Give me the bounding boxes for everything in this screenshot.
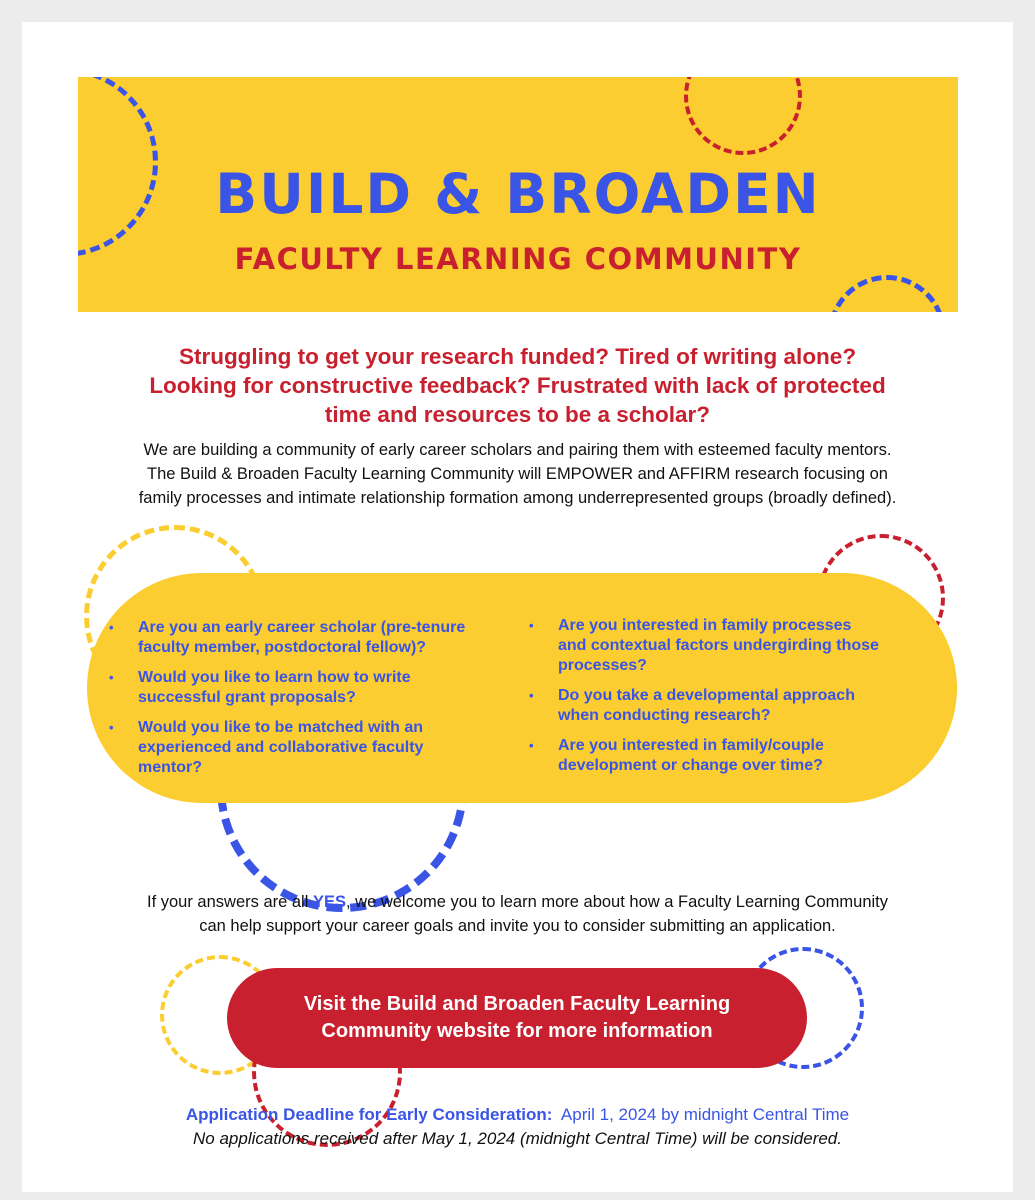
list-item-line: processes? [558, 657, 647, 674]
list-item-line: Are you an early career scholar (pre-tenure [138, 619, 466, 636]
answer-paragraph [42, 890, 993, 938]
headline-line: Looking for constructive feedback? Frustrated with lack of protected [149, 373, 886, 398]
headline-line: time and resources to be a scholar? [324, 402, 711, 427]
list-item [109, 718, 509, 778]
headline-questions [62, 342, 973, 429]
list-item-line: experienced and collaborative faculty [138, 739, 424, 756]
checklist-panel [87, 573, 957, 803]
list-item [109, 668, 509, 708]
deadline-note: No applications received after May 1, 2024 (midnight Central Time) will be considered. [193, 1129, 842, 1148]
intro-paragraph [52, 438, 983, 510]
list-item [529, 616, 929, 676]
bullet-icon: • [109, 720, 114, 735]
flyer-page [22, 22, 1013, 1192]
list-item-line: Would you like to be matched with an [138, 719, 424, 736]
list-item-line: when conducting research? [558, 707, 771, 724]
answer-line: can help support your career goals and invite you to consider submitting an application. [199, 917, 836, 935]
list-item [529, 736, 929, 776]
intro-line: The Build & Broaden Faculty Learning Community will EMPOWER and AFFIRM research focusing on [147, 465, 888, 483]
bullet-icon: • [529, 738, 534, 753]
list-item-line: faculty member, postdoctoral fellow)? [138, 639, 427, 656]
deadline-label: Application Deadline for Early Consideration: [185, 1105, 553, 1124]
deadline-value: April 1, 2024 by midnight Central Time [560, 1105, 850, 1124]
checklist-left-column [109, 618, 509, 788]
list-item [109, 618, 509, 658]
decorative-ring-blue [828, 275, 946, 312]
list-item-line: Would you like to learn how to write [138, 669, 411, 686]
answer-line: If your answers are all YES, we welcome you to learn more about how a Faculty Learning Community [146, 893, 889, 911]
intro-line: We are building a community of early career scholars and pairing them with esteemed faculty mentors. [143, 441, 892, 459]
list-item-line: and contextual factors undergirding those [558, 637, 879, 654]
intro-line: family processes and intimate relationship formation among underrepresented groups (broadly defined). [138, 489, 897, 507]
list-item [529, 686, 929, 726]
cta-label-line: Community website for more information [321, 1020, 713, 1042]
visit-website-button[interactable] [227, 968, 807, 1068]
list-item-line: Do you take a developmental approach [558, 687, 855, 704]
application-deadline [22, 1104, 1013, 1126]
page-subtitle: FACULTY LEARNING COMMUNITY [234, 242, 802, 276]
bullet-icon: • [109, 670, 114, 685]
list-item-line: successful grant proposals? [138, 689, 356, 706]
cta-label-line: Visit the Build and Broaden Faculty Learning [303, 993, 731, 1015]
list-item-line: Are you interested in family processes [558, 617, 852, 634]
checklist-right-column [529, 616, 929, 786]
yes-highlight: YES [312, 893, 346, 911]
list-item-line: Are you interested in family/couple [558, 737, 824, 754]
bullet-icon: • [529, 688, 534, 703]
list-item-line: development or change over time? [558, 757, 823, 774]
headline-line: Struggling to get your research funded? Tired of writing alone? [178, 344, 857, 369]
decorative-ring-red [684, 77, 802, 155]
page-title: BUILD & BROADEN [215, 162, 821, 226]
header-banner [78, 77, 958, 312]
bullet-icon: • [529, 618, 534, 633]
list-item-line: mentor? [138, 759, 202, 776]
bullet-icon: • [109, 620, 114, 635]
